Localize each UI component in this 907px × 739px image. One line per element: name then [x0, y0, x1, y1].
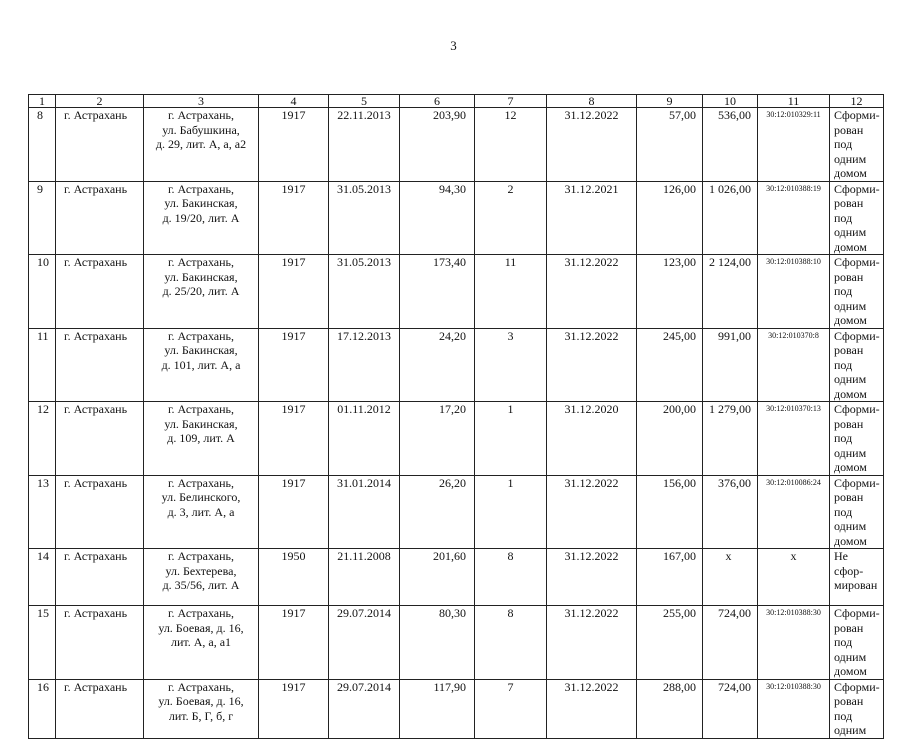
- count-cell: 12: [475, 108, 547, 182]
- table-row: [29, 181, 884, 255]
- status-cell: [830, 108, 884, 182]
- cadastral-cell: 30:12:010370:8: [758, 328, 830, 402]
- address-cell-line: лит. Б, Г, б, г: [168, 708, 234, 723]
- address-cell-line: д. 29, лит. А, а, а2: [155, 137, 247, 151]
- header-cell: 11: [758, 95, 830, 108]
- header-cell: 6: [400, 95, 475, 108]
- status-cell: [830, 181, 884, 255]
- date-cell: 31.01.2014: [329, 475, 400, 549]
- status-cell-line: домом: [834, 664, 867, 678]
- year-cell: 1917: [259, 679, 329, 738]
- address-cell-line: г. Астрахань,: [167, 108, 235, 122]
- header-cell: 8: [547, 95, 637, 108]
- date-cell: 01.11.2012: [329, 402, 400, 476]
- status-cell-line: Сформи-: [834, 255, 880, 269]
- status-cell-line: Сформи-: [834, 328, 880, 343]
- status-cell-line: рован под: [834, 694, 864, 723]
- count-cell: 7: [475, 679, 547, 738]
- col10-cell: 724,00: [703, 606, 758, 680]
- address-cell-line: д. 101, лит. А, а: [161, 357, 241, 372]
- address-cell-line: г. Астрахань,: [167, 328, 235, 343]
- status-cell-line: Сформи-: [834, 402, 880, 416]
- status-cell-line: рован под: [834, 269, 864, 298]
- address-cell-line: ул. Бабушкина,: [162, 122, 240, 137]
- date-cell: 31.05.2013: [329, 255, 400, 329]
- cadastral-cell: 30:12:010388:30: [758, 606, 830, 680]
- area-cell: 201,60: [400, 549, 475, 606]
- col10-cell: 2 124,00: [703, 255, 758, 329]
- city-cell: г. Астрахань: [56, 108, 144, 182]
- date-cell: 29.07.2014: [329, 679, 400, 738]
- status-cell: [830, 255, 884, 329]
- table-row: [29, 549, 884, 606]
- address-cell: [144, 402, 259, 476]
- status-cell-line: одним: [834, 519, 867, 533]
- row-number: 10: [29, 255, 56, 329]
- status-cell-line: Сформи-: [834, 679, 880, 694]
- address-cell-line: ул. Боевая, д. 16,: [158, 620, 244, 635]
- col10-cell: 1 279,00: [703, 402, 758, 476]
- year-cell: 1917: [259, 108, 329, 182]
- status-cell-line: Не сфор-: [834, 549, 864, 578]
- plan-date-cell: 31.12.2021: [547, 181, 637, 255]
- col10-cell: 991,00: [703, 328, 758, 402]
- area-cell: 17,20: [400, 402, 475, 476]
- status-cell-line: домом: [834, 166, 867, 180]
- row-number: 11: [29, 328, 56, 402]
- cadastral-cell: 30:12:010388:10: [758, 255, 830, 329]
- status-cell-line: рован под: [834, 122, 864, 151]
- address-cell-line: г. Астрахань,: [167, 255, 235, 269]
- col9-cell: 245,00: [637, 328, 703, 402]
- address-cell-line: ул. Белинского,: [161, 490, 241, 504]
- row-number: 9: [29, 181, 56, 255]
- cadastral-cell: 30:12:010329:11: [758, 108, 830, 182]
- status-cell-line: одним: [834, 151, 867, 166]
- area-cell: 117,90: [400, 679, 475, 738]
- status-cell-line: рован под: [834, 416, 864, 445]
- address-cell-line: г. Астрахань,: [167, 606, 235, 620]
- address-cell-line: ул. Бакинская,: [164, 196, 238, 210]
- header-cell: 9: [637, 95, 703, 108]
- status-cell-line: рован под: [834, 620, 864, 649]
- plan-date-cell: 31.12.2020: [547, 402, 637, 476]
- address-cell-line: д. 109, лит. А: [167, 431, 235, 445]
- header-cell: 10: [703, 95, 758, 108]
- table-row: [29, 328, 884, 402]
- status-cell-line: домом: [834, 313, 867, 327]
- year-cell: 1917: [259, 255, 329, 329]
- date-cell: 29.07.2014: [329, 606, 400, 680]
- area-cell: 26,20: [400, 475, 475, 549]
- address-cell-line: ул. Боевая, д. 16,: [158, 694, 244, 708]
- city-cell: г. Астрахань: [56, 475, 144, 549]
- cadastral-cell: 30:12:010370:13: [758, 402, 830, 476]
- table-row: [29, 402, 884, 476]
- date-cell: 17.12.2013: [329, 328, 400, 402]
- status-cell-line: домом: [834, 460, 867, 474]
- plan-date-cell: 31.12.2022: [547, 255, 637, 329]
- count-cell: 8: [475, 549, 547, 606]
- header-cell: 4: [259, 95, 329, 108]
- status-cell-line: рован под: [834, 196, 864, 225]
- plan-date-cell: 31.12.2022: [547, 679, 637, 738]
- row-number: 8: [29, 108, 56, 182]
- area-cell: 94,30: [400, 181, 475, 255]
- area-cell: 203,90: [400, 108, 475, 182]
- year-cell: 1950: [259, 549, 329, 606]
- status-cell-line: Сформи-: [834, 108, 880, 122]
- status-cell-line: Сформи-: [834, 475, 880, 490]
- city-cell: г. Астрахань: [56, 679, 144, 738]
- count-cell: 2: [475, 181, 547, 255]
- status-cell-line: одним: [834, 723, 867, 737]
- address-cell: [144, 549, 259, 606]
- header-cell: 2: [56, 95, 144, 108]
- count-cell: 1: [475, 475, 547, 549]
- city-cell: г. Астрахань: [56, 549, 144, 606]
- city-cell: г. Астрахань: [56, 181, 144, 255]
- count-cell: 11: [475, 255, 547, 329]
- status-cell-line: домом: [834, 239, 867, 254]
- cadastral-cell: 30:12:010086:24: [758, 475, 830, 549]
- header-cell: 5: [329, 95, 400, 108]
- cadastral-cell: 30:12:010388:30: [758, 679, 830, 738]
- year-cell: 1917: [259, 606, 329, 680]
- area-cell: 173,40: [400, 255, 475, 329]
- status-cell: [830, 549, 884, 606]
- status-cell: [830, 679, 884, 738]
- address-cell-line: ул. Бакинская,: [164, 269, 238, 284]
- status-cell: [830, 402, 884, 476]
- city-cell: г. Астрахань: [56, 328, 144, 402]
- address-cell-line: ул. Бакинская,: [164, 343, 238, 357]
- header-cell: 7: [475, 95, 547, 108]
- status-cell-line: одним: [834, 372, 867, 386]
- registry-table: [28, 94, 884, 739]
- col9-cell: 167,00: [637, 549, 703, 606]
- plan-date-cell: 31.12.2022: [547, 475, 637, 549]
- row-number: 15: [29, 606, 56, 680]
- status-cell-line: одним: [834, 225, 867, 239]
- cadastral-cell: х: [758, 549, 830, 606]
- address-cell: [144, 475, 259, 549]
- status-cell: [830, 475, 884, 549]
- address-cell-line: лит. А, а, а1: [170, 635, 232, 649]
- status-cell-line: одним: [834, 445, 867, 460]
- col9-cell: 200,00: [637, 402, 703, 476]
- status-cell-line: домом: [834, 386, 867, 401]
- col9-cell: 255,00: [637, 606, 703, 680]
- col9-cell: 126,00: [637, 181, 703, 255]
- row-number: 14: [29, 549, 56, 606]
- date-cell: 31.05.2013: [329, 181, 400, 255]
- status-cell-line: мирован: [834, 578, 878, 592]
- address-cell: [144, 679, 259, 738]
- city-cell: г. Астрахань: [56, 402, 144, 476]
- address-cell-line: г. Астрахань,: [167, 181, 235, 196]
- address-cell-line: д. 19/20, лит. А: [162, 210, 240, 225]
- col9-cell: 156,00: [637, 475, 703, 549]
- address-cell-line: г. Астрахань,: [167, 549, 235, 563]
- header-cell: 1: [29, 95, 56, 108]
- cadastral-cell: 30:12:010388:19: [758, 181, 830, 255]
- table-row: [29, 606, 884, 680]
- table-row: [29, 108, 884, 182]
- col10-cell: 1 026,00: [703, 181, 758, 255]
- col10-cell: 376,00: [703, 475, 758, 549]
- plan-date-cell: 31.12.2022: [547, 606, 637, 680]
- address-cell: [144, 328, 259, 402]
- count-cell: 8: [475, 606, 547, 680]
- col10-cell: х: [703, 549, 758, 606]
- year-cell: 1917: [259, 181, 329, 255]
- count-cell: 3: [475, 328, 547, 402]
- address-cell-line: д. 25/20, лит. А: [162, 284, 240, 298]
- count-cell: 1: [475, 402, 547, 476]
- year-cell: 1917: [259, 402, 329, 476]
- address-cell-line: г. Астрахань,: [167, 475, 235, 490]
- status-cell: [830, 328, 884, 402]
- col9-cell: 57,00: [637, 108, 703, 182]
- address-cell-line: д. 3, лит. А, а: [167, 504, 235, 519]
- plan-date-cell: 31.12.2022: [547, 328, 637, 402]
- address-cell-line: ул. Бакинская,: [164, 416, 238, 431]
- plan-date-cell: 31.12.2022: [547, 549, 637, 606]
- status-cell-line: одним: [834, 298, 867, 313]
- col10-cell: 536,00: [703, 108, 758, 182]
- col9-cell: 123,00: [637, 255, 703, 329]
- address-cell: [144, 606, 259, 680]
- status-cell-line: рован под: [834, 343, 864, 372]
- status-cell: [830, 606, 884, 680]
- area-cell: 24,20: [400, 328, 475, 402]
- table-row: [29, 255, 884, 329]
- table-row: [29, 475, 884, 549]
- year-cell: 1917: [259, 475, 329, 549]
- address-cell: [144, 181, 259, 255]
- address-cell-line: ул. Бехтерева,: [165, 563, 237, 578]
- address-cell: [144, 255, 259, 329]
- table-row: [29, 679, 884, 738]
- header-cell: 12: [830, 95, 884, 108]
- row-number: 13: [29, 475, 56, 549]
- header-cell: 3: [144, 95, 259, 108]
- address-cell-line: г. Астрахань,: [167, 402, 235, 416]
- date-cell: 21.11.2008: [329, 549, 400, 606]
- status-cell-line: рован под: [834, 490, 864, 519]
- city-cell: г. Астрахань: [56, 255, 144, 329]
- header-row: [29, 95, 884, 108]
- address-cell-line: д. 35/56, лит. А: [162, 578, 240, 592]
- date-cell: 22.11.2013: [329, 108, 400, 182]
- address-cell-line: г. Астрахань,: [167, 679, 235, 694]
- row-number: 16: [29, 679, 56, 738]
- address-cell: [144, 108, 259, 182]
- year-cell: 1917: [259, 328, 329, 402]
- page-number: 3: [450, 38, 457, 53]
- plan-date-cell: 31.12.2022: [547, 108, 637, 182]
- status-cell-line: Сформи-: [834, 606, 880, 620]
- status-cell-line: домом: [834, 533, 867, 548]
- status-cell-line: одним: [834, 649, 867, 664]
- area-cell: 80,30: [400, 606, 475, 680]
- col9-cell: 288,00: [637, 679, 703, 738]
- city-cell: г. Астрахань: [56, 606, 144, 680]
- col10-cell: 724,00: [703, 679, 758, 738]
- status-cell-line: Сформи-: [834, 181, 880, 196]
- row-number: 12: [29, 402, 56, 476]
